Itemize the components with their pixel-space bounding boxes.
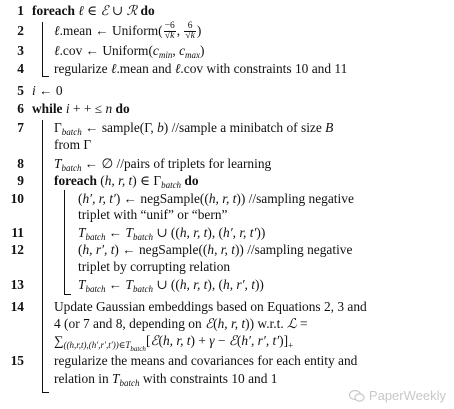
paperweekly-watermark (349, 388, 446, 403)
line-number: 5 (17, 83, 24, 98)
line-number: 3 (17, 43, 24, 58)
line-number: 2 (17, 23, 24, 38)
line-text: $T_{batch}$ ← $T_{batch}$ ∪ ((h, r, t), (h, r′, t)) (78, 277, 264, 294)
line-text: Update Gaussian embeddings based on Equations 2, 3 and (54, 299, 367, 314)
line-number: 7 (17, 120, 24, 135)
line-text: from Γ (54, 137, 92, 152)
line-text: $T_{batch}$ ← ∅ //pairs of triplets for learning (54, 156, 272, 173)
line-text: regularize the means and covariances for each entity and (54, 353, 358, 368)
line-number: 13 (10, 277, 24, 292)
line-text: $\Gamma_{batch}$ ← sample(Γ, b) //sample a minibatch of size B (54, 120, 334, 137)
line-text: ℓ.cov ← $Uniform(c_{min}$, $c_{max}$) (54, 43, 205, 60)
line-number: 11 (11, 225, 24, 240)
block-brace (42, 22, 49, 77)
line-text: ℓ.mean ← Uniform( $\frac{-6}{√k}$ , $\frac{6}{√k}$ ) (54, 21, 202, 42)
line-text: triplet by corrupting relation (78, 259, 231, 274)
line-number: 9 (17, 173, 24, 188)
line-number: 4 (17, 61, 24, 76)
watermark-label: PaperWeekly (368, 388, 446, 403)
line-text: $\sum_{((h,r,t),(h',r',t'))\in T_{batch}}[ℰ(h$, r, t) + γ − ℰ(h′, r′, $t')]_+$ (54, 333, 294, 353)
line-number: 14 (10, 299, 24, 314)
line-number: 6 (17, 101, 24, 116)
line-text: (h′, r, t′) ← negSample((h, r, t)) //sampling negative (78, 191, 354, 206)
line-number: 12 (10, 242, 24, 257)
line-text: foreach (h, r, t) ∈ $\Gamma_{batch}$ do (54, 173, 199, 190)
line-text: i ← 0 (32, 83, 63, 98)
line-text: relation in $T_{batch}$ with constraints 10 and 1 (54, 371, 278, 388)
wechat-icon (349, 389, 365, 403)
line-text: (h, r′, t) ← negSample((h, r, t)) //sampling negative (78, 242, 353, 257)
foreach-brace (64, 190, 71, 295)
line-text: regularize ℓ.mean and ℓ.cov with constraints 10 and 11 (54, 61, 348, 76)
line-number: 8 (17, 156, 24, 171)
line-text: foreach ℓ ∈ ℰ ∪ ℛ do (32, 3, 155, 18)
line-text: $T_{batch}$ ← $T_{batch}$ ∪ ((h, r, t), (h′, r, t′)) (78, 225, 266, 242)
line-number: 15 (10, 353, 24, 368)
while-brace (42, 120, 49, 393)
line-number: 1 (17, 3, 24, 18)
line-number: 10 (10, 191, 24, 206)
line-text: triplet with “unif” or “bern” (78, 207, 228, 222)
line-text: 4 (or 7 and 8, depending on ℰ(h, r, t)) w.r.t. ℒ = (54, 316, 308, 331)
line-text: while i + + ≤ n do (32, 101, 130, 116)
